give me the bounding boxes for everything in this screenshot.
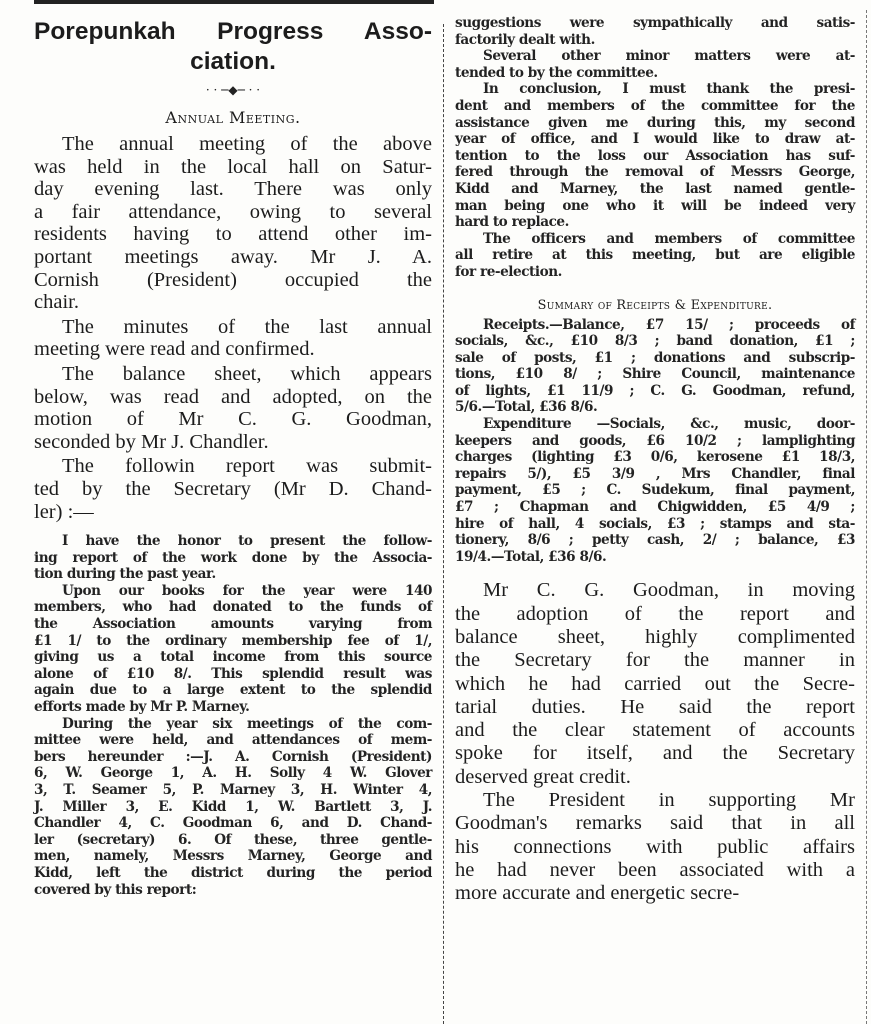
paragraph xyxy=(455,416,855,565)
right-column-rule xyxy=(866,10,868,1024)
headline-line: ciation. xyxy=(190,48,276,75)
text-line: giving us a total income from this source xyxy=(34,649,432,666)
text-line: bers hereunder :—J. A. Cornish (President) xyxy=(34,748,432,765)
text-line: Kidd, left the district during the period xyxy=(34,864,432,881)
text-line: all retire at this meeting, but are eligible xyxy=(455,247,855,264)
text-line: charges (lighting £3 0/6, kerosene £1 18/3, xyxy=(455,449,855,466)
paragraph xyxy=(34,133,432,314)
text-line: 5/6.—Total, £36 8/6. xyxy=(455,399,598,416)
text-line: suggestions were sympathically and satis- xyxy=(455,15,855,31)
text-line: 19/4.—Total, £36 8/6. xyxy=(455,548,607,565)
text-line: The officers and members of committee xyxy=(483,230,855,247)
text-line: mittee were held, and attendances of mem- xyxy=(34,732,432,749)
paragraph xyxy=(34,583,432,716)
text-line: tended to by the committee. xyxy=(455,64,658,81)
left-column xyxy=(34,0,432,898)
text-line: 3, T. Seamer 5, P. Marney 3, H. Winter 4, xyxy=(34,782,432,798)
paragraph xyxy=(455,789,855,905)
text-line: tention to the loss our Association has suf- xyxy=(455,147,855,164)
report-continuation xyxy=(455,15,855,281)
text-line: J. Miller 3, E. Kidd 1, W. Bartlett 3, J. xyxy=(34,798,432,815)
right-column xyxy=(455,0,855,906)
text-line: tion during the past year. xyxy=(34,566,216,583)
text-line: Cornish (President) occupied the xyxy=(34,268,432,291)
text-line: tionery, 8/6 ; petty cash, 2/ ; balance, £3 xyxy=(455,532,855,549)
text-line: which he had carried out the Secre- xyxy=(455,672,855,695)
text-line: the Secretary for the manner in xyxy=(455,649,855,672)
text-line: The balance sheet, which appears xyxy=(62,362,432,385)
text-line: socials, &c., £10 8/3 ; band donation, £1 ; xyxy=(455,333,855,350)
text-line: dent and members of the committee for the xyxy=(455,97,855,114)
text-line: alone of £10 8/. This splendid result was xyxy=(34,665,432,682)
text-line: During the year six meetings of the com- xyxy=(62,715,432,732)
intro-paragraphs xyxy=(34,133,432,523)
text-line: he had never been associated with a xyxy=(455,858,855,881)
text-line: I have the honor to present the follow- xyxy=(62,533,432,550)
section-subheading: Annual Meeting. xyxy=(165,108,301,127)
article-headline xyxy=(34,17,432,77)
text-line: men, namely, Messrs Marney, George and xyxy=(34,848,432,865)
text-line: motion of Mr C. G. Goodman, xyxy=(34,408,432,431)
text-line: £1 1/ to the ordinary membership fee of 1/, xyxy=(34,632,432,649)
text-line: hire of hall, 4 socials, £3 ; stamps and sta- xyxy=(455,515,855,532)
text-line: Receipts.—Balance, £7 15/ ; proceeds of xyxy=(483,316,855,333)
text-line: again due to a large extent to the splendid xyxy=(34,682,432,699)
text-line: In conclusion, I must thank the presi- xyxy=(483,81,855,98)
headline-line: Porepunkah Progress Asso- xyxy=(34,18,432,45)
text-line: deserved great credit. xyxy=(455,765,631,788)
text-line: tarial duties. He said the report xyxy=(455,695,855,718)
text-line: for re-election. xyxy=(455,263,562,280)
text-line: Kidd and Marney, the last named gentle- xyxy=(455,180,855,197)
text-line: The minutes of the last annual xyxy=(62,315,432,338)
closing-paragraphs xyxy=(455,579,855,905)
text-line: below, was read and adopted, on the xyxy=(34,385,432,408)
paragraph xyxy=(455,317,855,417)
text-line: his connections with public affairs xyxy=(455,835,855,858)
receipts-expenditure xyxy=(455,317,855,566)
text-line: day evening last. There was only xyxy=(34,178,432,201)
text-line: Mr C. G. Goodman, in moving xyxy=(483,579,855,602)
text-line: payment, £5 ; C. Sudekum, final payment, xyxy=(455,482,855,499)
text-line: seconded by Mr J. Chandler. xyxy=(34,430,269,453)
paragraph xyxy=(34,533,432,583)
text-line: fered through the removal of Messrs George, xyxy=(455,164,855,181)
text-line: Chandler 4, C. Goodman 6, and D. Chand- xyxy=(34,815,432,832)
paragraph xyxy=(34,716,432,899)
paragraph xyxy=(455,15,855,48)
ornament-divider-icon: · · ─◆─ · · xyxy=(205,83,261,97)
text-line: The President in supporting Mr xyxy=(483,789,855,812)
text-line: 6, W. George 1, A. H. Solly 4 W. Glover xyxy=(34,765,432,782)
text-line: sale of posts, £1 ; donations and subscrip- xyxy=(455,349,855,366)
paragraph xyxy=(455,231,855,281)
text-line: Goodman's remarks said that in all xyxy=(455,812,855,835)
text-line: man being one who it will be indeed very xyxy=(455,197,855,214)
text-line: ler) :— xyxy=(34,500,94,523)
secretary-report xyxy=(34,533,432,898)
text-line: year of office, and I would like to draw at- xyxy=(455,131,855,148)
text-line: Several other minor matters were at- xyxy=(483,48,855,65)
text-line: repairs 5/), £5 3/9 , Mrs Chandler, final xyxy=(455,465,855,482)
text-line: hard to replace. xyxy=(455,214,569,231)
text-line: tions, £10 8/ ; Shire Council, maintenance xyxy=(455,366,855,383)
text-line: £7 ; Chapman and Chigwidden, £5 4/9 ; xyxy=(455,499,855,516)
text-line: keepers and goods, £6 10/2 ; lamplighting xyxy=(455,432,855,449)
text-line: The annual meeting of the above xyxy=(62,133,432,155)
text-line: assistance given me during this, my second xyxy=(455,114,855,131)
text-line: ted by the Secretary (Mr D. Chand- xyxy=(34,477,432,500)
text-line: chair. xyxy=(34,291,79,314)
text-line: a fair attendance, owing to several xyxy=(34,200,432,223)
text-line: covered by this report: xyxy=(34,881,197,898)
paragraph xyxy=(34,455,432,523)
paragraph xyxy=(34,316,432,361)
paragraph xyxy=(455,48,855,81)
column-divider xyxy=(443,24,445,1024)
text-line: meeting were read and confirmed. xyxy=(34,338,315,361)
summary-heading: Summary of Receipts & Expenditure. xyxy=(537,297,773,313)
paragraph xyxy=(455,81,855,230)
text-line: more accurate and energetic secre- xyxy=(455,882,740,905)
text-line: portant meetings away. Mr J. A. xyxy=(34,245,432,268)
text-line: the adoption of the report and xyxy=(455,602,855,625)
text-line: was held in the local hall on Satur- xyxy=(34,155,432,178)
text-line: members, who had donated to the funds of xyxy=(34,599,432,616)
paragraph xyxy=(34,363,432,453)
text-line: factorily dealt with. xyxy=(455,31,595,48)
text-line: of lights, £1 11/9 ; C. G. Goodman, refund, xyxy=(455,382,855,399)
text-line: Upon our books for the year were 140 xyxy=(62,582,432,599)
text-line: and the clear statement of accounts xyxy=(455,719,855,742)
text-line: efforts made by Mr P. Marney. xyxy=(34,699,250,716)
text-line: spoke for itself, and the Secretary xyxy=(455,742,855,765)
paragraph xyxy=(455,579,855,789)
text-line: ing report of the work done by the Associa- xyxy=(34,549,432,566)
text-line: the Association amounts varying from xyxy=(34,616,432,633)
text-line: balance sheet, highly complimented xyxy=(455,626,855,648)
text-line: Expenditure —Socials, &c., music, door- xyxy=(483,416,855,433)
text-line: ler (secretary) 6. Of these, three gentle- xyxy=(34,831,432,848)
text-line: The followin report was submit- xyxy=(62,455,432,478)
text-line: residents having to attend other im- xyxy=(34,223,432,246)
